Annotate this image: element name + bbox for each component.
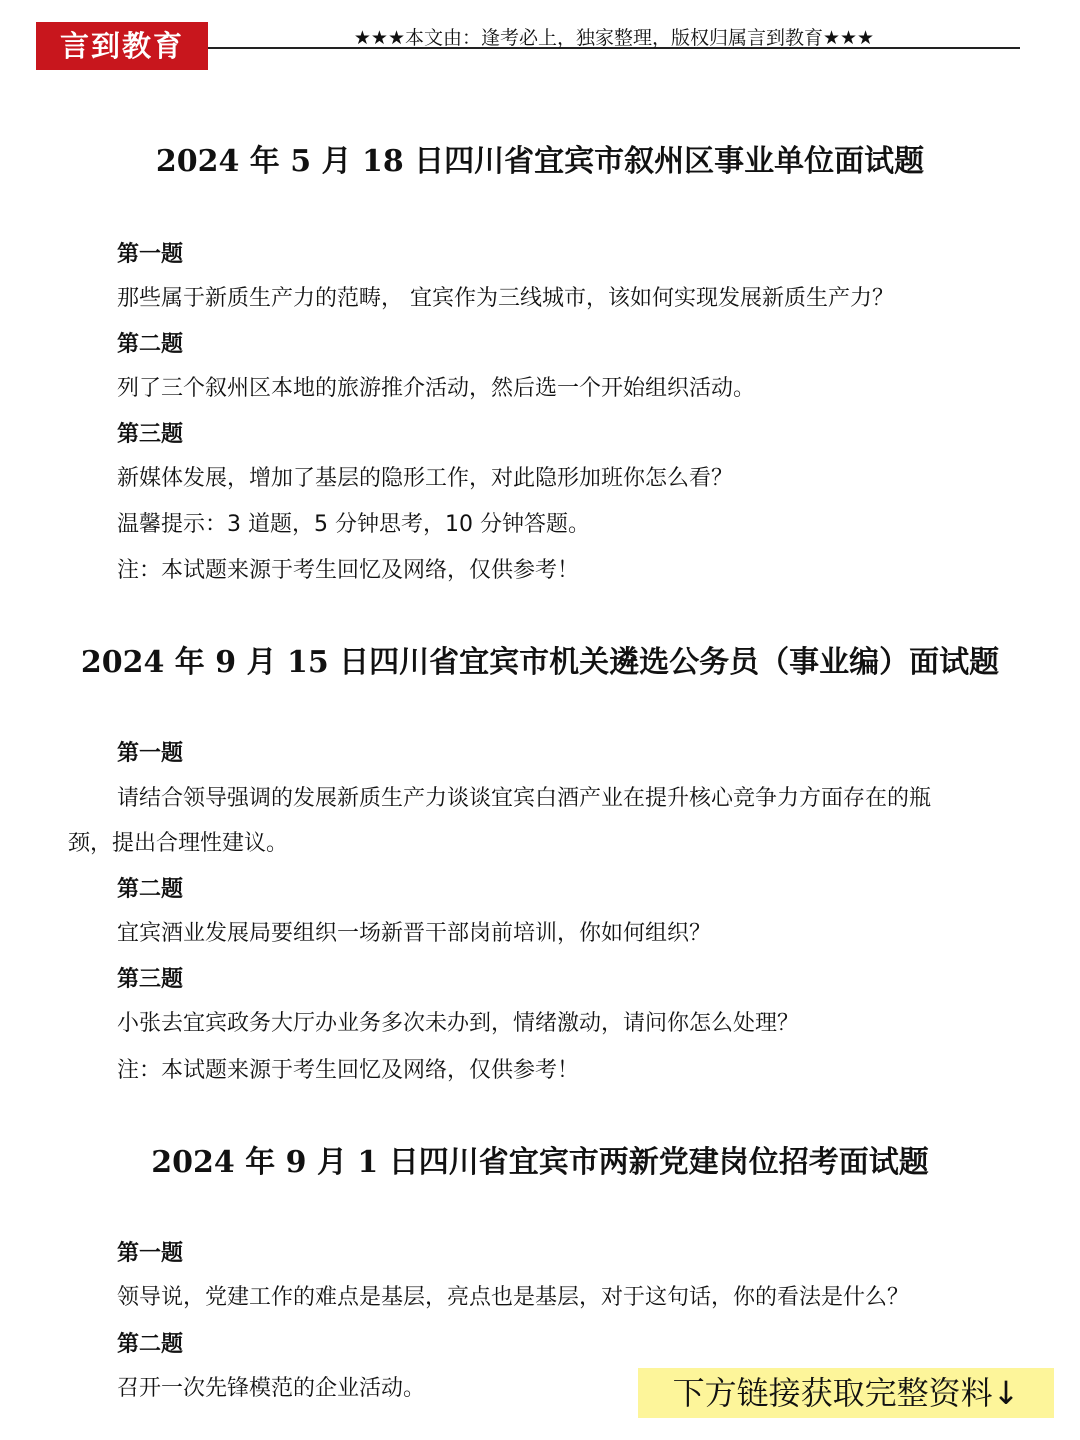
section-3-q2-text: 召开一次先锋模范的企业活动。 [117,1376,426,1401]
section-1-q2-label: 第二题 [117,331,184,357]
section-1-title: 2024 年 5 月 18 日四川省宜宾市叙州区事业单位面试题 [155,144,925,179]
section-1-q2-text: 列了三个叙州区本地的旅游推介活动，然后选一个开始组织活动。 [117,376,756,401]
section-2-q3-text: 小张去宜宾政务大厅办业务多次未办到，情绪激动，请问你怎么处理？ [117,1011,800,1036]
section-3-q2-label: 第二题 [117,1331,184,1357]
section-1-note: 注：本试题来源于考生回忆及网络，仅供参考！ [117,558,580,583]
section-2-title: 2024 年 9 月 15 日四川省宜宾市机关遴选公务员（事业编）面试题 [80,645,1000,680]
section-1-q3-label: 第三题 [117,421,184,447]
section-1-q1-label: 第一题 [117,241,184,267]
copyright-notice: ★★★本文由：逢考必上，独家整理，版权归属言到教育★★★ [353,27,875,49]
section-3-q1-text: 领导说，党建工作的难点是基层，亮点也是基层，对于这句话，你的看法是什么？ [117,1285,910,1310]
section-2-q3-label: 第三题 [117,966,184,992]
section-2-note: 注：本试题来源于考生回忆及网络，仅供参考！ [117,1058,580,1083]
section-3-title: 2024 年 9 月 1 日四川省宜宾市两新党建岗位招考面试题 [151,1145,929,1180]
get-full-material-banner[interactable]: 下方链接获取完整资料↓ [638,1368,1054,1418]
section-2-q2-label: 第二题 [117,876,184,902]
section-1-q1-text: 那些属于新质生产力的范畴， 宜宾作为三线城市，该如何实现发展新质生产力？ [117,286,894,311]
section-2-q1-label: 第一题 [117,740,184,766]
section-2-q2-text: 宜宾酒业发展局要组织一场新晋干部岗前培训，你如何组织？ [117,921,712,946]
brand-logo: 言到教育 [36,22,208,70]
section-3-q1-label: 第一题 [117,1240,184,1266]
section-2-q1-text-cont: 颈，提出合理性建议。 [68,831,289,856]
section-2-q1-text: 请结合领导强调的发展新质生产力谈谈宜宾白酒产业在提升核心竞争力方面存在的瓶 [117,786,932,811]
section-1-tip: 温馨提示：3 道题，5 分钟思考，10 分钟答题。 [117,512,590,537]
section-1-q3-text: 新媒体发展，增加了基层的隐形工作，对此隐形加班你怎么看？ [117,466,734,491]
